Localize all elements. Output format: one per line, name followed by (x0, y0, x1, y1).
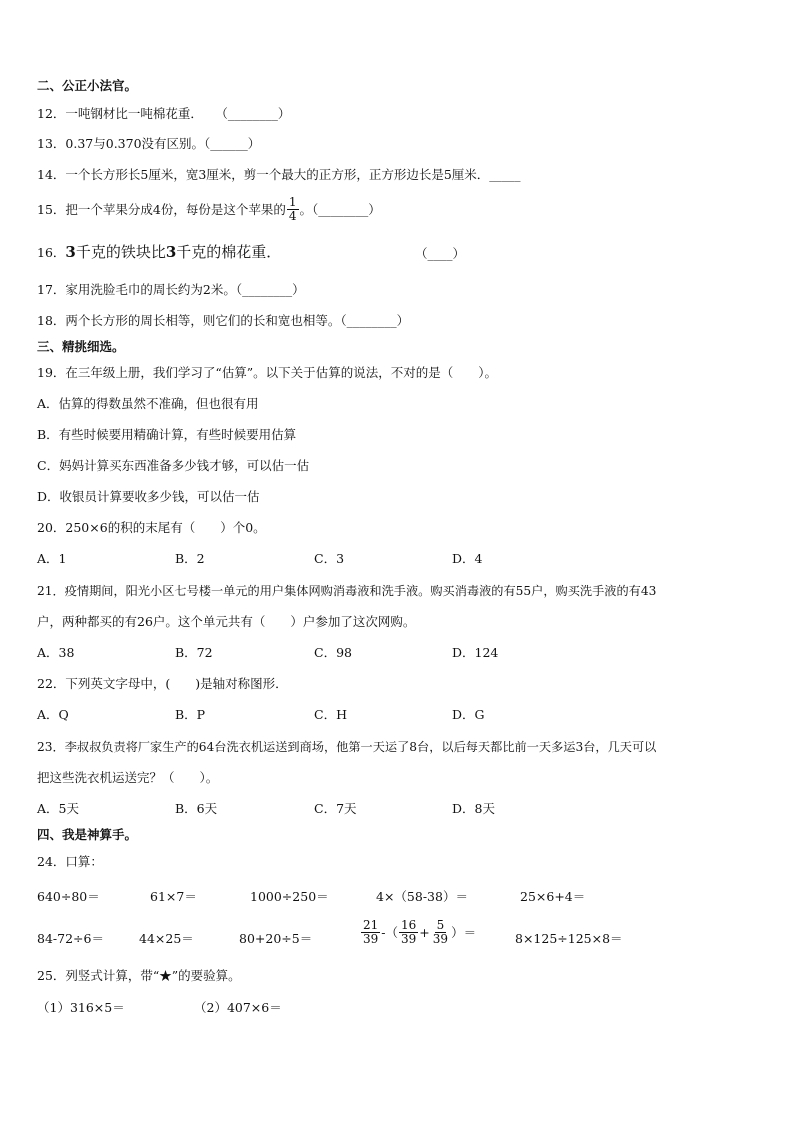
section-title-2: 二、公正小法官。 (37, 78, 138, 93)
fraction-denominator: 39 (401, 932, 417, 946)
question-16-num-a: 3 (65, 243, 76, 261)
oral-calc-5: 25×6+4＝ (520, 889, 586, 904)
section-title-4: 四、我是神算手。 (37, 827, 138, 842)
oral-calc-2: 61×7＝ (150, 889, 197, 904)
question-21-option-a: A．38 (37, 645, 75, 660)
fraction-numerator: 5 (436, 918, 445, 932)
question-22-option-b: B．P (175, 707, 206, 722)
question-21-line-1: 21．疫情期间，阳光小区七号楼一单元的用户集体网购消毒液和洗手液。购买消毒液的有55户，购买洗手液的有43 (37, 584, 657, 598)
question-20-option-c: C．3 (314, 551, 345, 566)
close-paren-equals: ）＝ (451, 924, 477, 940)
question-16-blank: （____） (415, 246, 466, 261)
question-20: 20．250×6的积的末尾有（ ）个0。 (37, 520, 266, 535)
question-15 (37, 196, 381, 223)
question-23-line-2: 把这些洗衣机运送完？（ ）。 (37, 770, 219, 785)
fraction-numerator: 16 (401, 918, 417, 932)
question-20-option-a: A．1 (37, 551, 67, 566)
oral-calc-1: 640÷80＝ (37, 889, 100, 904)
question-18: 18．两个长方形的周长相等，则它们的长和宽也相等。（________） (37, 313, 410, 328)
fraction-21-39 (361, 919, 380, 946)
oral-calc-3: 1000÷250＝ (250, 889, 329, 904)
question-22-option-d: D．G (452, 707, 485, 722)
question-19-option-b: B．有些时候要用精确计算，有些时候要用估算 (37, 427, 297, 442)
oral-calc-7: 44×25＝ (139, 931, 194, 946)
question-22-option-c: C．H (314, 707, 347, 722)
question-17: 17．家用洗脸毛巾的周长约为2米。（________） (37, 282, 305, 297)
question-21-option-d: D．124 (452, 645, 499, 660)
question-19-option-c: C．妈妈计算买东西准备多少钱才够，可以估一估 (37, 458, 310, 473)
question-13: 13．0.37与0.370没有区别。（______） (37, 136, 261, 151)
question-23-option-b: B．6天 (175, 801, 218, 816)
question-19-option-d: D．收银员计算要收多少钱，可以估一估 (37, 489, 260, 504)
question-24: 24．口算： (37, 854, 103, 869)
question-22-option-a: A．Q (37, 707, 69, 722)
fraction-16-39 (399, 919, 418, 946)
fraction-denominator: 4 (288, 209, 297, 223)
oral-calc-10: 8×125÷125×8＝ (515, 931, 623, 946)
question-20-option-b: B．2 (175, 551, 205, 566)
vertical-calc-2: （2）407×6＝ (194, 1000, 282, 1015)
question-21-line-2: 户，两种都买的有26户。这个单元共有（ ）户参加了这次网购。 (37, 614, 416, 629)
oral-calc-4: 4×（58-38）＝ (376, 889, 468, 904)
question-23-line-1: 23．李叔叔负责将厂家生产的64台洗衣机运送到商场，他第一天运了8台，以后每天都比前一天多运3台，几天可以 (37, 740, 657, 754)
vertical-calc-1: （1）316×5＝ (37, 1000, 125, 1015)
question-15-text: 15．把一个苹果分成4份，每份是这个苹果的 (37, 201, 286, 217)
fraction-one-quarter (287, 196, 299, 223)
question-19: 19．在三年级上册，我们学习了“估算”。以下关于估算的说法，不对的是（ ）。 (37, 365, 497, 380)
question-21-option-c: C．98 (314, 645, 352, 660)
question-15-blank: 。（________） (299, 201, 381, 217)
question-25: 25．列竖式计算，带“★”的要验算。 (37, 968, 241, 983)
fraction-numerator: 21 (363, 918, 379, 932)
question-16 (37, 242, 281, 263)
question-22: 22．下列英文字母中，( )是轴对称图形． (37, 676, 288, 691)
question-23-option-d: D．8天 (452, 801, 495, 816)
fraction-numerator: 1 (288, 195, 297, 209)
fraction-denominator: 39 (363, 932, 379, 946)
question-16-text-a: 千克的铁块比 (75, 243, 166, 261)
fraction-5-39 (431, 919, 450, 946)
question-16-text-b: 千克的棉花重． (176, 243, 282, 261)
question-12: 12．一吨钢材比一吨棉花重． （________） (37, 106, 291, 121)
question-23-option-c: C．7天 (314, 801, 357, 816)
oral-calc-8: 80+20÷5＝ (239, 931, 313, 946)
plus-sign: + (419, 924, 430, 940)
question-16-num-b: 3 (165, 243, 177, 261)
section-title-3: 三、精挑细选。 (37, 339, 125, 354)
fraction-denominator: 39 (432, 932, 449, 946)
question-21-option-b: B．72 (175, 645, 213, 660)
question-19-option-a: A．估算的得数虽然不准确，但也很有用 (37, 396, 259, 411)
oral-calc-fraction-expression (360, 919, 476, 946)
question-20-option-d: D．4 (452, 551, 483, 566)
oral-calc-6: 84-72÷6＝ (37, 931, 104, 946)
minus-paren: -（ (381, 924, 399, 940)
question-16-number: 16． (37, 245, 66, 260)
question-14: 14．一个长方形长5厘米，宽3厘米，剪一个最大的正方形，正方形边长是5厘米．_____ (37, 167, 521, 182)
question-23-option-a: A．5天 (37, 801, 79, 816)
